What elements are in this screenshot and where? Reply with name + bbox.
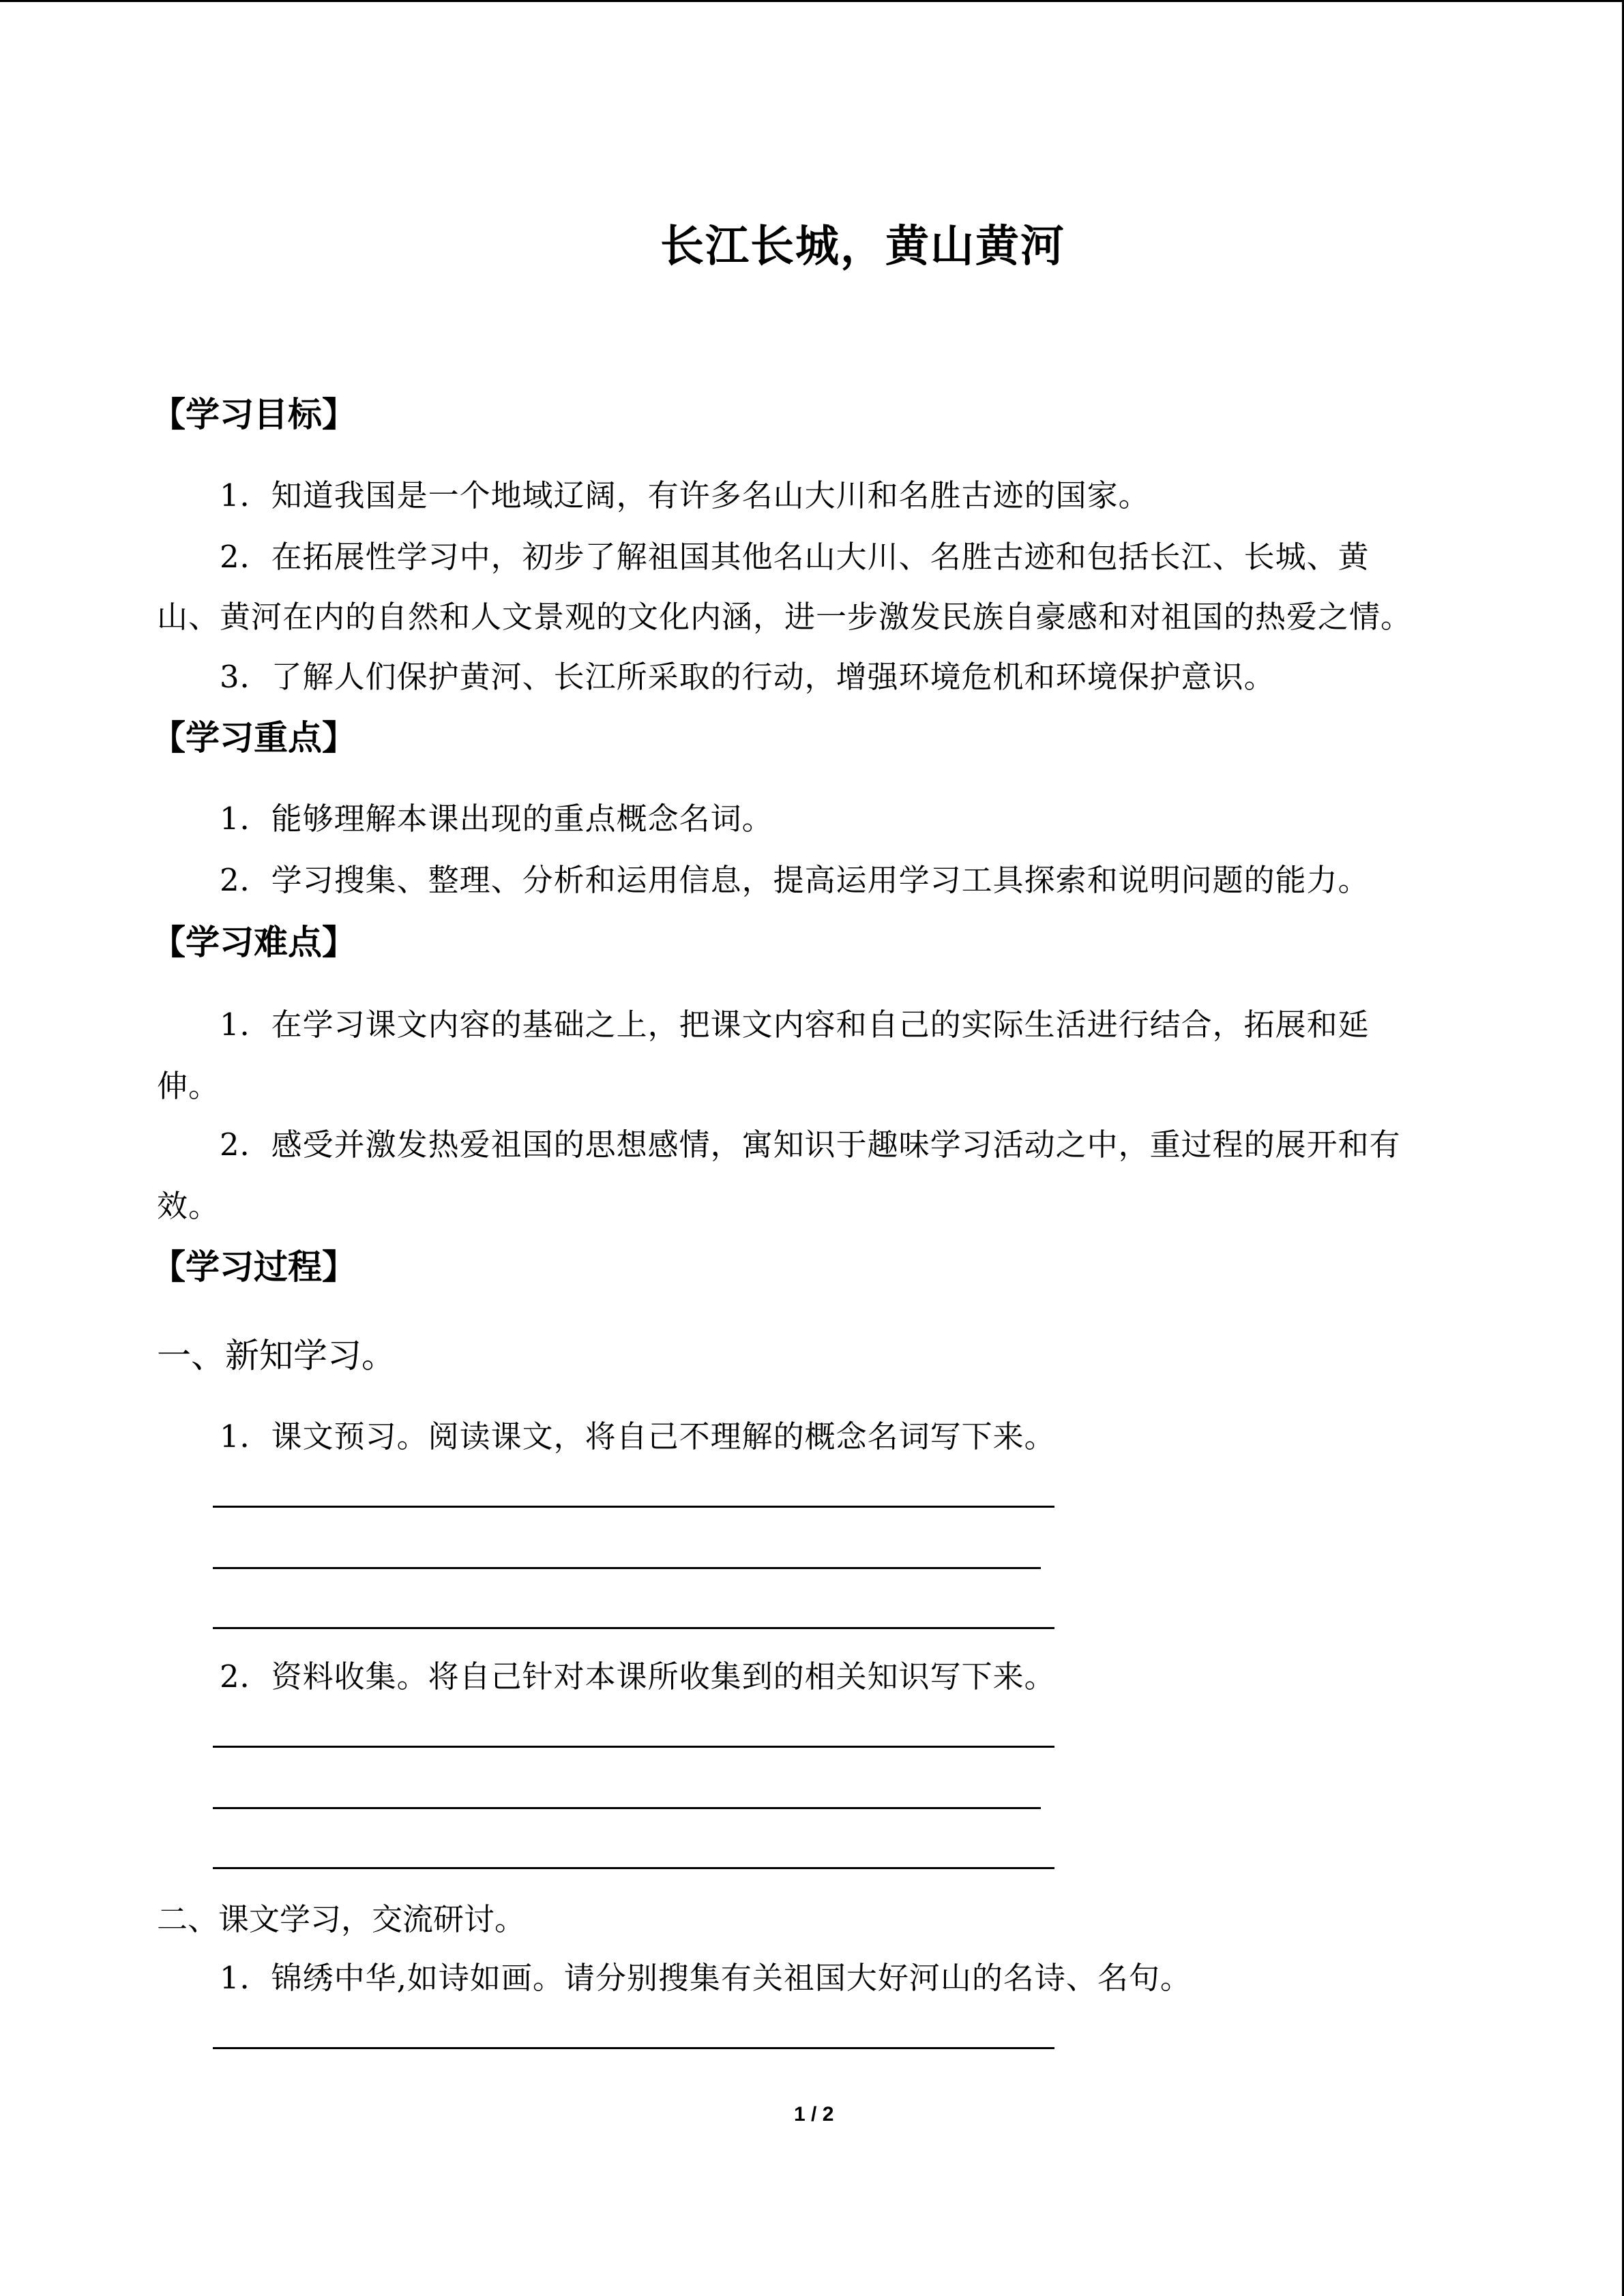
section-heading-objectives: 【学习目标】: [151, 394, 356, 434]
section-heading-process: 【学习过程】: [151, 1247, 356, 1287]
difficulty-item-2-line-2: 效。: [157, 1188, 220, 1224]
keypoint-item-1: 1．能够理解本课出现的重点概念名词。: [220, 801, 773, 837]
difficulty-item-1-line-1: 1．在学习课文内容的基础之上，把课文内容和自己的实际生活进行结合，拓展和延: [220, 1007, 1370, 1043]
answer-line[interactable]: [213, 1807, 1041, 1809]
answer-line[interactable]: [213, 1506, 1054, 1508]
process-part-2-title: 二、课文学习，交流研讨。: [157, 1901, 526, 1937]
process-part-1-title: 一、新知学习。: [157, 1336, 396, 1375]
answer-line[interactable]: [213, 1627, 1054, 1629]
section-heading-keypoints: 【学习重点】: [151, 717, 356, 758]
section-heading-difficulties: 【学习难点】: [151, 922, 356, 962]
page-number: 1 / 2: [794, 2103, 834, 2126]
process-part-1-item-2: 2．资料收集。将自己针对本课所收集到的相关知识写下来。: [220, 1658, 1056, 1695]
difficulty-item-2-line-1: 2．感受并激发热爱祖国的思想感情，寓知识于趣味学习活动之中，重过程的展开和有: [220, 1127, 1401, 1163]
objective-item-1: 1．知道我国是一个地域辽阔，有许多名山大川和名胜古迹的国家。: [220, 477, 1150, 513]
difficulty-item-1-line-2: 伸。: [157, 1068, 220, 1104]
objective-item-2-line-1: 2．在拓展性学习中，初步了解祖国其他名山大川、名胜古迹和包括长江、长城、黄: [220, 539, 1370, 575]
document-title: 长江长城，黄山黄河: [660, 221, 1065, 272]
answer-line[interactable]: [213, 2047, 1054, 2049]
objective-item-3: 3．了解人们保护黄河、长江所采取的行动，增强环境危机和环境保护意识。: [220, 659, 1275, 695]
page-top-border: [0, 0, 1624, 2]
process-part-2-item-1: 1．锦绣中华,如诗如画。请分别搜集有关祖国大好河山的名诗、名句。: [220, 1960, 1192, 1996]
answer-line[interactable]: [213, 1746, 1054, 1748]
objective-item-2-line-2: 山、黄河在内的自然和人文景观的文化内涵，进一步激发民族自豪感和对祖国的热爱之情。: [157, 599, 1413, 635]
keypoint-item-2: 2．学习搜集、整理、分析和运用信息，提高运用学习工具探索和说明问题的能力。: [220, 862, 1370, 898]
process-part-1-item-1: 1．课文预习。阅读课文，将自己不理解的概念名词写下来。: [220, 1418, 1056, 1455]
answer-line[interactable]: [213, 1867, 1054, 1869]
answer-line[interactable]: [213, 1567, 1041, 1569]
